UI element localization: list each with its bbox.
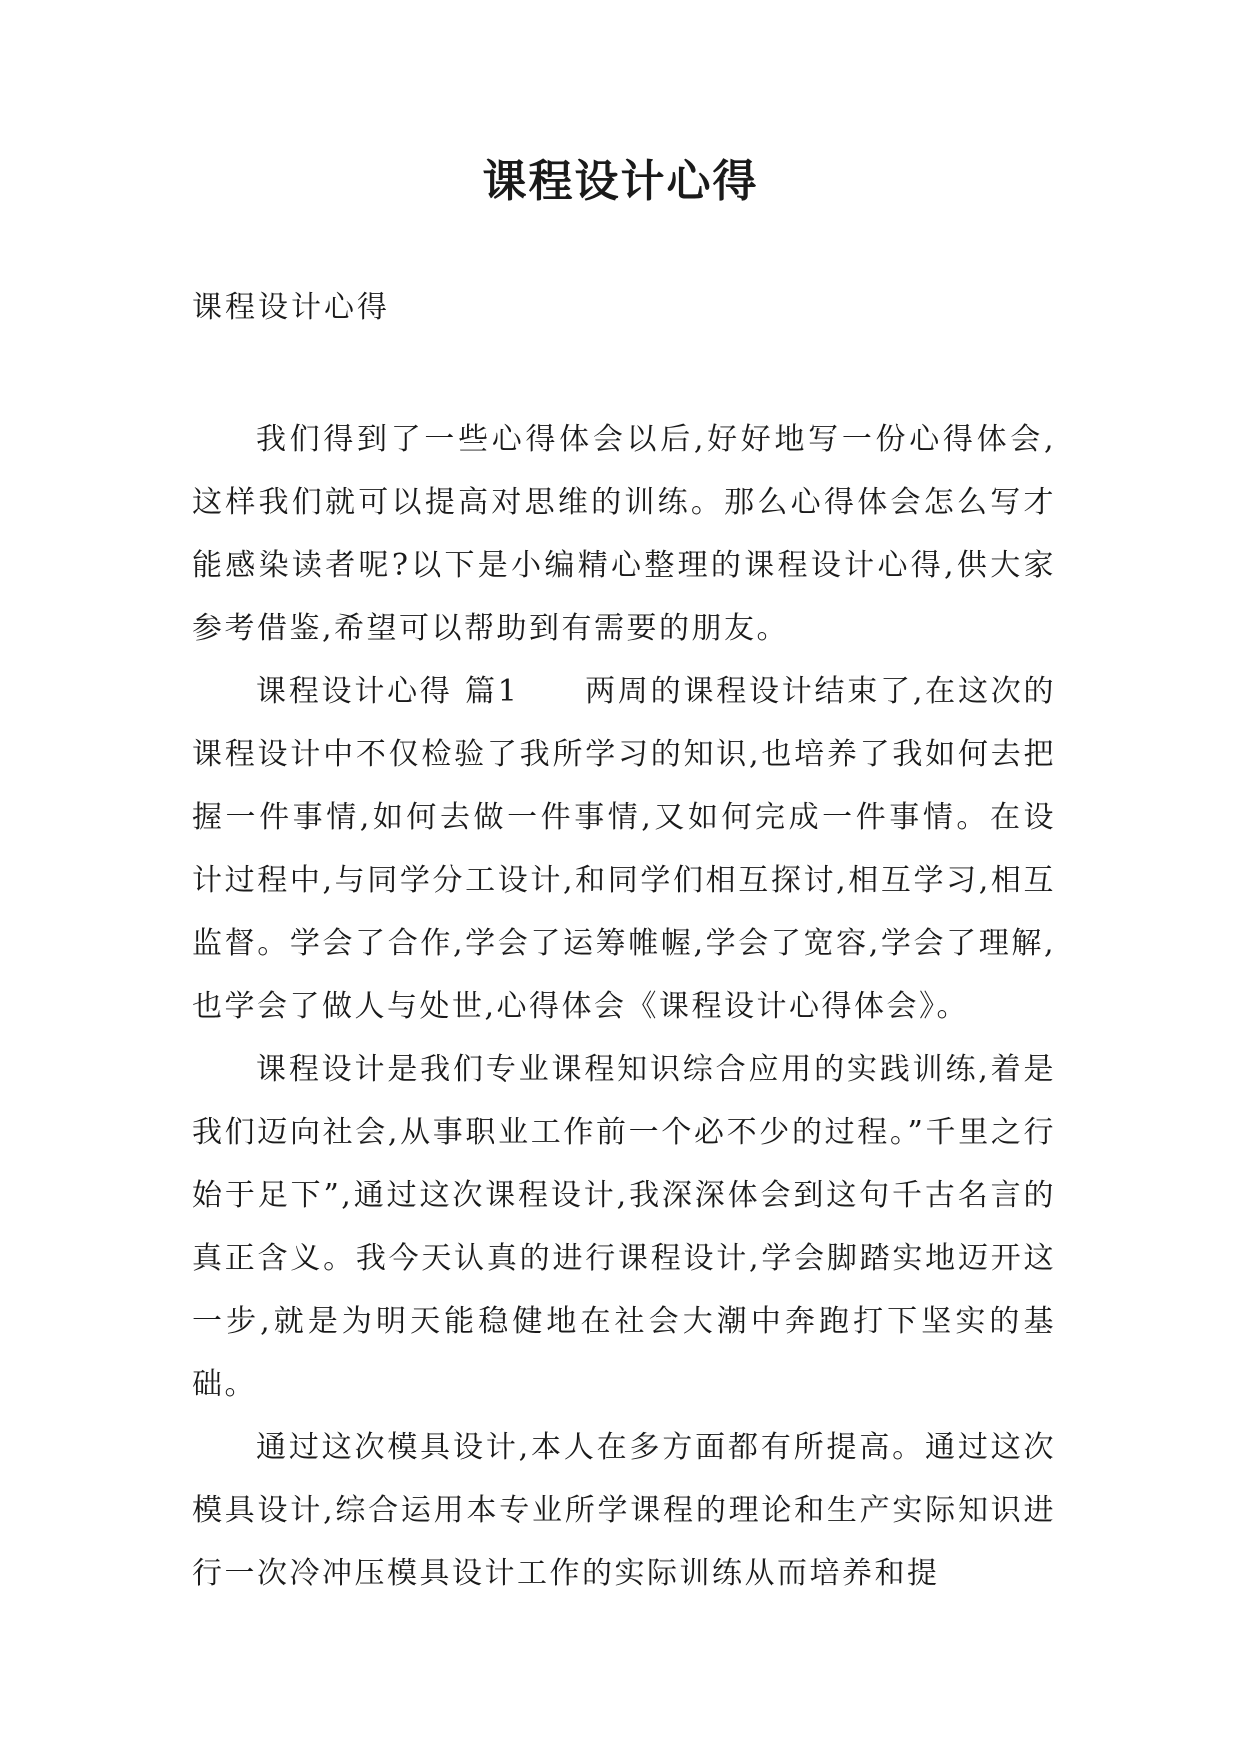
- page-title: 课程设计心得: [482, 156, 759, 207]
- paragraph-mold-design: 通过这次模具设计,本人在多方面都有所提高。通过这次模具设计,综合运用本专业所学课程的理论和生产实际知识进行一次冷冲压模具设计工作的实际训练从而培养和提: [192, 1430, 1056, 1591]
- paragraph-intro: 我们得到了一些心得体会以后,好好地写一份心得体会,这样我们就可以提高对思维的训练。那么心得体会怎么写才能感染读者呢?以下是小编精心整理的课程设计心得,供大家参考借鉴,希望可以帮助到有需要的朋友。: [192, 422, 1056, 646]
- document-subtitle: 课程设计心得: [192, 290, 390, 325]
- paragraph-section-1: 课程设计心得 篇1 两周的课程设计结束了,在这次的课程设计中不仅检验了我所学习的知识,也培养了我如何去把握一件事情,如何去做一件事情,又如何完成一件事情。在设计过程中,与同学分工设计,和同学们相互探讨,相互学习,相互监督。学会了合作,学会了运筹帷幄,学会了宽容,学会了理解,也学会了做人与处世,心得体会《课程设计心得体会》。: [192, 674, 1056, 1024]
- document-body: [192, 408, 1056, 1605]
- paragraph-practice: 课程设计是我们专业课程知识综合应用的实践训练,着是我们迈向社会,从事职业工作前一个必不少的过程。”千里之行始于足下”,通过这次课程设计,我深深体会到这句千古名言的真正含义。我今天认真的进行课程设计,学会脚踏实地迈开这一步,就是为明天能稳健地在社会大潮中奔跑打下坚实的基础。: [192, 1052, 1056, 1402]
